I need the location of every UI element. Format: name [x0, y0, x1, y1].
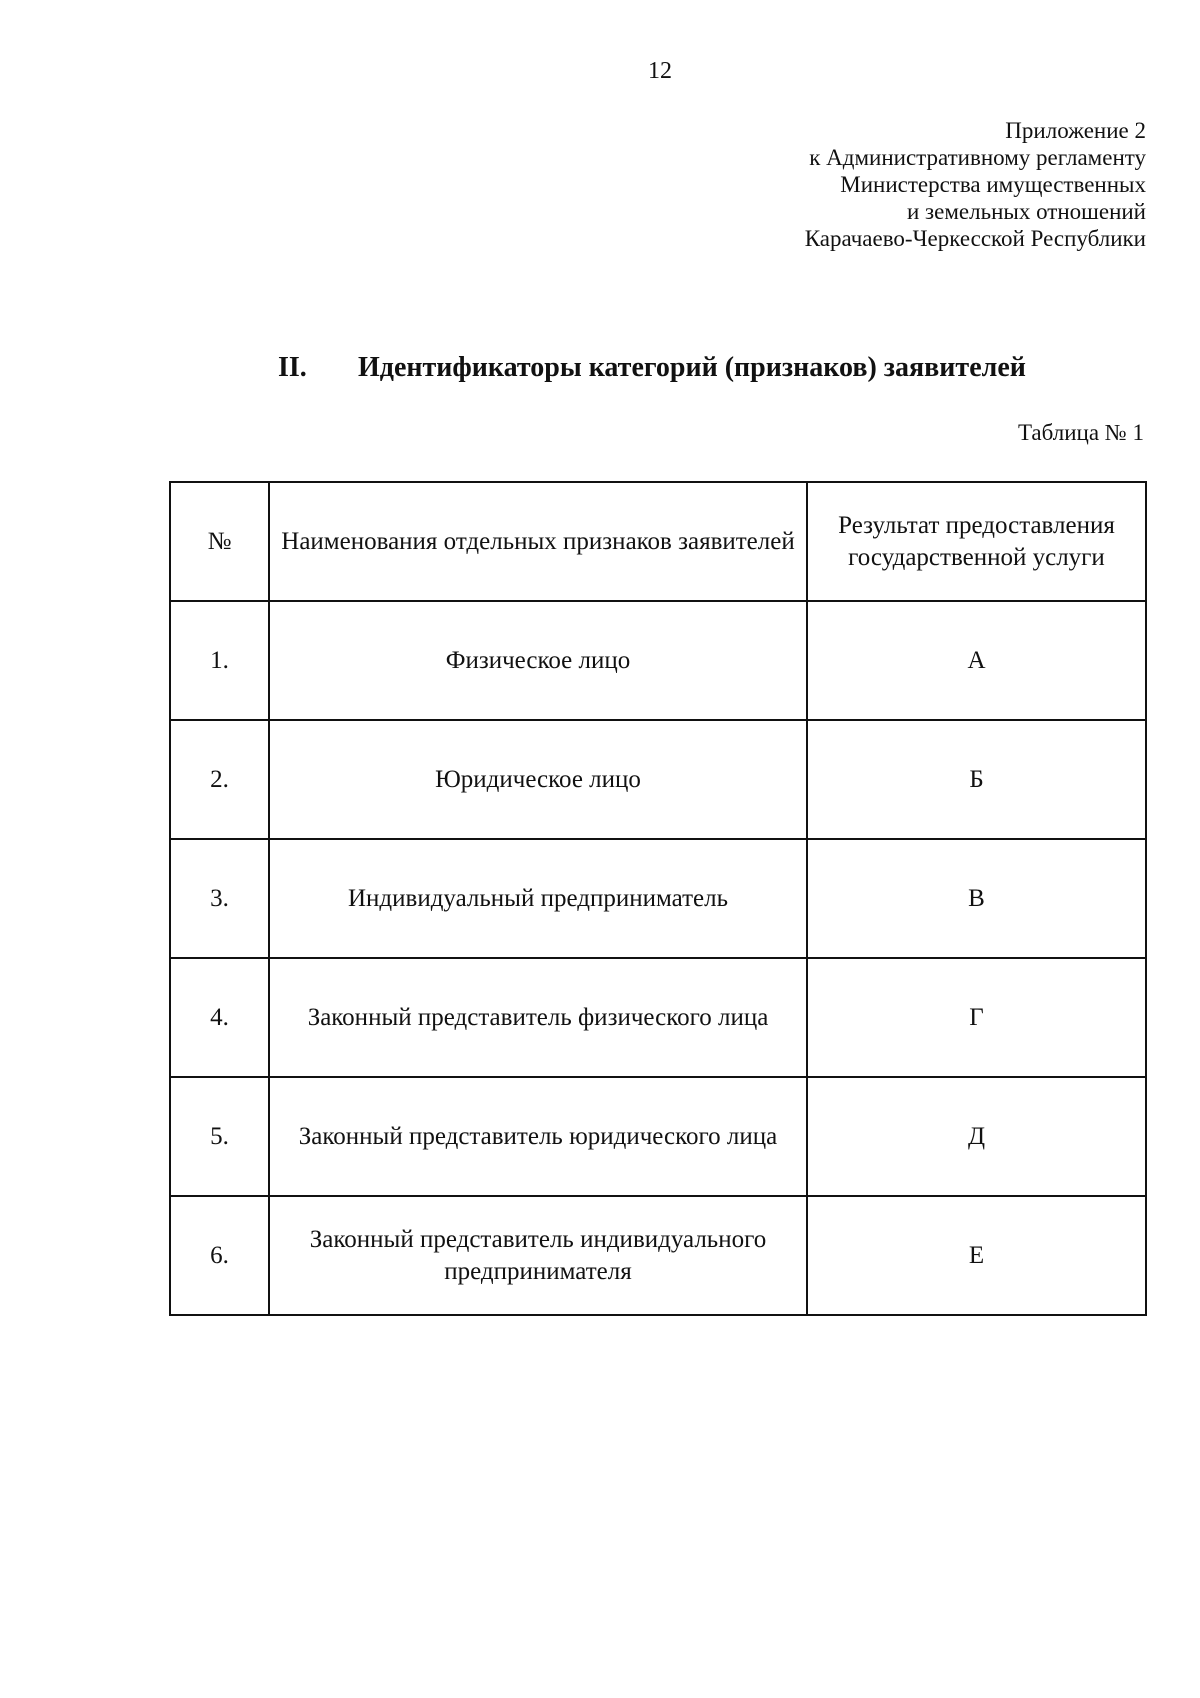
header-applicant-attribute: Наименования отдельных признаков заявителей [269, 482, 807, 601]
table-row [170, 839, 1146, 958]
applicant-categories-table [169, 481, 1147, 1316]
header-number: № [170, 482, 269, 601]
table-row [170, 720, 1146, 839]
row-applicant-attribute: Юридическое лицо [269, 720, 807, 839]
row-service-result: Г [807, 958, 1146, 1077]
appendix-reference [546, 117, 1146, 252]
section-number: II. [278, 352, 307, 383]
appendix-line: Приложение 2 [1005, 118, 1146, 143]
table-label: Таблица № 1 [1017, 420, 1144, 445]
table-row [170, 1196, 1146, 1315]
row-applicant-attribute: Физическое лицо [269, 601, 807, 720]
row-service-result: Е [807, 1196, 1146, 1315]
row-applicant-attribute: Законный представитель юридического лица [269, 1077, 807, 1196]
row-service-result: В [807, 839, 1146, 958]
row-number: 6. [170, 1196, 269, 1315]
table-row [170, 1077, 1146, 1196]
appendix-line: Министерства имущественных [840, 172, 1146, 197]
table-row [170, 958, 1146, 1077]
table-row [170, 601, 1146, 720]
row-service-result: Д [807, 1077, 1146, 1196]
appendix-line: Карачаево-Черкесской Республики [804, 226, 1146, 251]
section-title: Идентификаторы категорий (признаков) заявителей [358, 352, 1026, 383]
row-number: 3. [170, 839, 269, 958]
row-applicant-attribute: Законный представитель индивидуального предпринимателя [269, 1196, 807, 1315]
row-applicant-attribute: Индивидуальный предприниматель [269, 839, 807, 958]
row-applicant-attribute: Законный представитель физического лица [269, 958, 807, 1077]
row-number: 2. [170, 720, 269, 839]
header-service-result: Результат предоставления государственной услуги [807, 482, 1146, 601]
appendix-line: и земельных отношений [907, 199, 1146, 224]
section-heading [278, 352, 1026, 384]
table-header-row [170, 482, 1146, 601]
page-number: 12 [648, 58, 672, 84]
row-service-result: Б [807, 720, 1146, 839]
row-number: 5. [170, 1077, 269, 1196]
row-number: 4. [170, 958, 269, 1077]
appendix-line: к Административному регламенту [809, 145, 1146, 170]
row-number: 1. [170, 601, 269, 720]
row-service-result: А [807, 601, 1146, 720]
